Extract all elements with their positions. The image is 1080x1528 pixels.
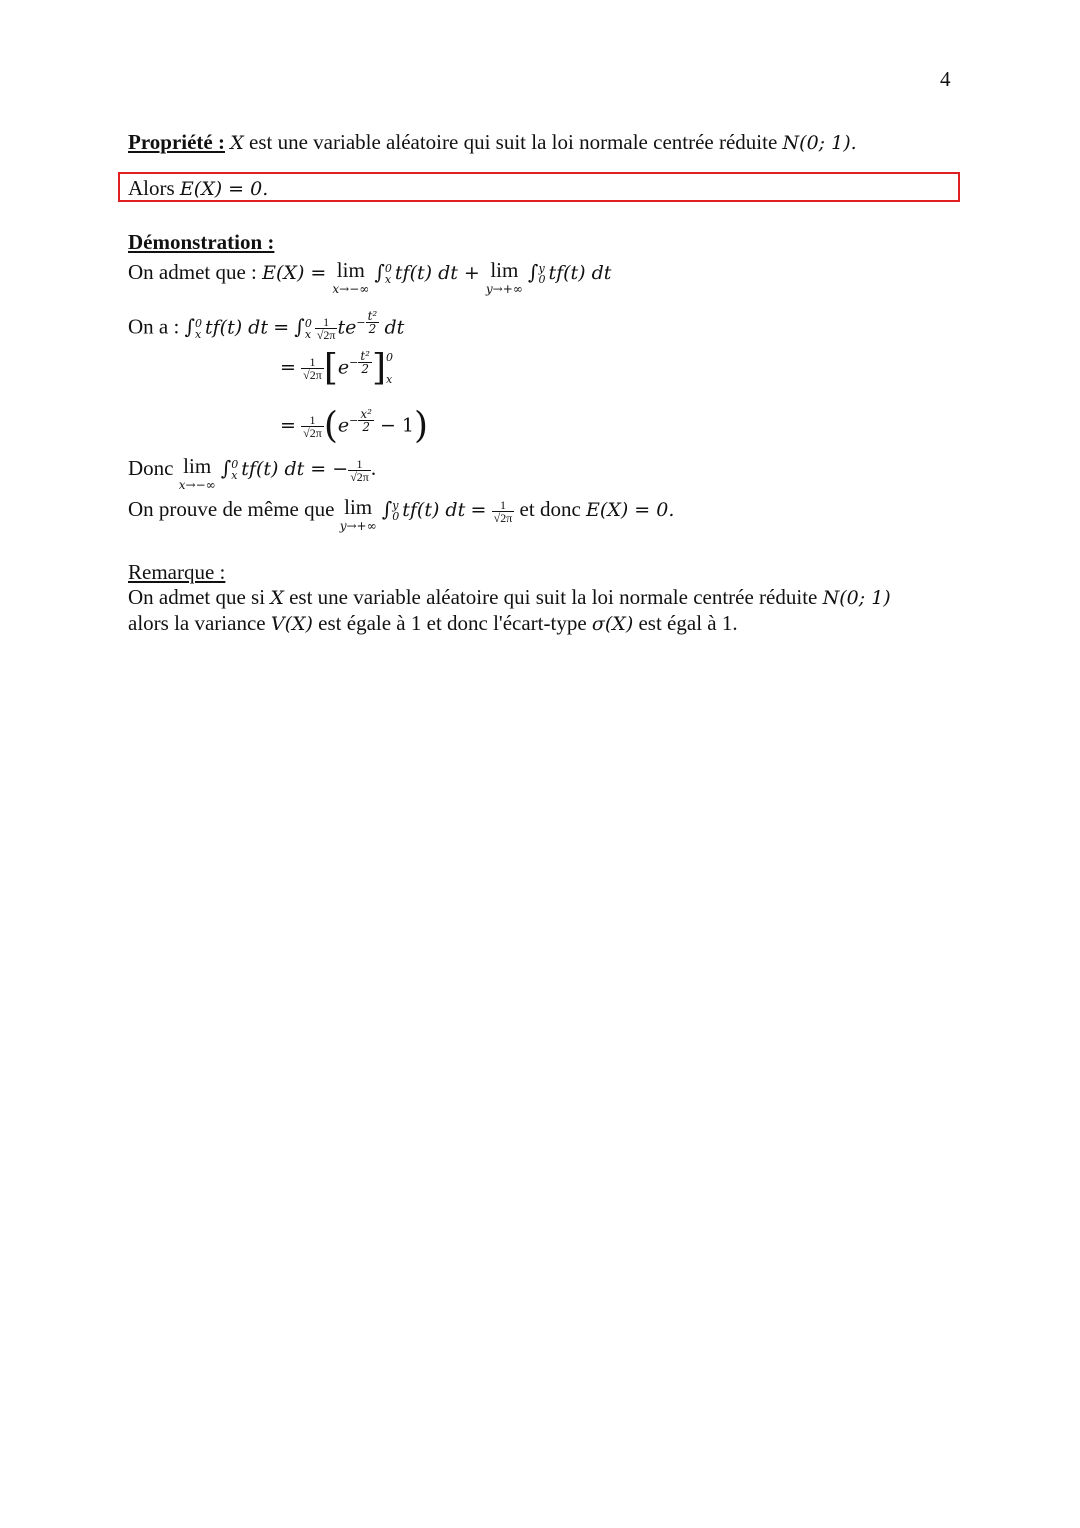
upper-bound: y [392, 499, 399, 513]
e: e [337, 414, 350, 437]
remark-title-text: Remarque : [128, 560, 226, 584]
demo-title [128, 230, 274, 255]
fraction-den: √2π [316, 328, 336, 343]
lim-left [179, 456, 216, 491]
remark-line-1 [128, 585, 891, 610]
lim-sub-left: x→−∞ [178, 478, 216, 492]
remark-sigma: σ(X) [591, 613, 634, 635]
integrand: tf(t) dt [548, 262, 612, 284]
remark-text: On admet que si [128, 585, 271, 609]
paren-open: ( [323, 405, 338, 447]
upper-bound: 0 [195, 316, 202, 330]
fraction-num: 1 [492, 499, 515, 512]
dt: dt [384, 316, 405, 339]
demo-line-4 [280, 405, 429, 447]
equals-sign: = [280, 356, 296, 379]
fraction-den: √2π [303, 426, 322, 441]
e: e [337, 356, 350, 379]
remark-var: X [270, 587, 284, 609]
lim-sub-left: x→−∞ [332, 282, 370, 296]
integrand: tf(t) dt [394, 262, 458, 284]
remark-line-2 [128, 611, 738, 636]
integrand: tf(t) dt [402, 499, 466, 521]
lower-bound: x [231, 469, 238, 483]
demo-line-5: Donc lim x→−∞ ∫ 0 x tf(t) dt = − $\frac{1}{√2\pi}$ . [128, 454, 377, 492]
fraction-den: 2 [361, 362, 369, 376]
fraction-den: √2π [350, 469, 369, 484]
upper-bound: 0 [384, 262, 392, 276]
lower-bound: 0 [538, 273, 546, 287]
fraction [358, 408, 374, 433]
lower-bound: x [386, 373, 393, 387]
line6-prefix: On prouve de même que [128, 497, 340, 521]
integral-bounds [538, 263, 545, 285]
bracket-open: [ [323, 347, 338, 389]
plus-sign: + [457, 262, 486, 284]
fraction-num: 1 [315, 316, 338, 329]
fraction [358, 350, 372, 375]
integral-sign: ∫ [220, 456, 232, 480]
remark-law: N(0; 1) [822, 587, 891, 609]
upper-bound: 0 [304, 316, 312, 330]
demo-line-3 [280, 347, 396, 389]
property-text: est une variable aléatoire qui suit la loi normale centrée réduite [243, 130, 783, 154]
exponent: − t² 2 [356, 309, 378, 336]
fraction-num: x² [360, 407, 372, 421]
demo-line-1 [128, 260, 611, 295]
fraction-den: √2π [493, 510, 513, 525]
upper-bound: y [538, 262, 545, 276]
integral-bounds [392, 500, 399, 522]
upper-bound: 0 [231, 458, 239, 472]
paren-close: ) [414, 405, 429, 447]
fraction [492, 499, 515, 524]
lim-word: lim [336, 258, 365, 282]
lower-bound: x [304, 327, 312, 341]
upper-bound: 0 [386, 351, 394, 365]
minus-one: − 1 [373, 414, 415, 437]
line2-prefix: On a : [128, 314, 185, 339]
property-law: N(0; 1). [782, 132, 857, 154]
fraction [366, 310, 380, 335]
demo-line-6 [128, 497, 674, 532]
demo-title-text: Démonstration : [128, 230, 275, 254]
integral-sign: ∫ [374, 260, 385, 284]
line1-expectation: E(X) = [262, 262, 333, 284]
fraction [348, 458, 371, 483]
fraction-num: t² [367, 309, 378, 323]
lim-word: lim [344, 495, 373, 519]
lim-sub-right: y→+∞ [485, 282, 523, 296]
fraction-num: t² [360, 349, 370, 363]
fraction [301, 414, 324, 439]
lim-left [332, 260, 369, 295]
remark-text: est égal à 1. [633, 611, 738, 635]
boxed-statement [128, 176, 268, 201]
fraction [315, 316, 338, 341]
demo-line-2 [128, 310, 404, 341]
lim-word: lim [183, 454, 212, 478]
bracket-bounds [386, 352, 393, 385]
integral-bounds [231, 459, 238, 481]
integral-bounds [195, 318, 202, 340]
fraction-den: 2 [368, 322, 377, 336]
remark-text: est une variable aléatoire qui suit la loi normale centrée réduite [283, 585, 823, 609]
fraction [301, 356, 324, 381]
integral-sign: ∫ [294, 314, 305, 339]
integral-bounds [305, 318, 312, 340]
remark-variance: V(X) [270, 613, 313, 635]
remark-text: alors la variance [128, 611, 271, 635]
integral-sign: ∫ [184, 314, 195, 339]
fraction-den: √2π [303, 368, 322, 383]
page-number: 4 [940, 67, 951, 91]
boxed-math: E(X) = 0. [179, 178, 269, 200]
lim-word: lim [490, 258, 519, 282]
exponent: − t² 2 [349, 349, 370, 376]
fraction-num: 1 [348, 458, 371, 471]
exponent: − x² 2 [349, 407, 372, 434]
lower-bound: 0 [392, 510, 400, 524]
fraction-num: 1 [301, 414, 324, 427]
integrand: tf(t) dt [205, 316, 268, 339]
equals-sign: = [280, 414, 296, 437]
property-title: Propriété : [128, 130, 225, 154]
lim-sub-right: y→+∞ [339, 519, 377, 533]
equals-sign: = [273, 316, 290, 339]
equals-sign: = [470, 499, 487, 521]
fraction-num: 1 [301, 356, 324, 369]
integral-sign: ∫ [381, 497, 393, 521]
remark-text: est égale à 1 et donc l'écart-type [312, 611, 592, 635]
line6-result: E(X) = 0. [586, 499, 675, 521]
lower-bound: x [195, 327, 202, 341]
integral-bounds [385, 263, 392, 285]
line5-prefix: Donc [128, 456, 179, 480]
boxed-text: Alors [128, 176, 180, 200]
property-line [128, 130, 857, 155]
property-var: X [230, 132, 244, 154]
line6-suffix: et donc [514, 497, 587, 521]
lim-right [340, 497, 377, 532]
lower-bound: x [384, 273, 392, 287]
lim-right [486, 260, 523, 295]
te: te [337, 316, 357, 339]
integrand: tf(t) dt [241, 458, 305, 480]
line1-prefix: On admet que : [128, 260, 263, 284]
bracket-close: ] [371, 347, 387, 389]
equals-minus: = − [304, 458, 349, 480]
remark-title [128, 560, 225, 585]
fraction-den: 2 [362, 420, 370, 434]
integral-sign: ∫ [528, 260, 539, 284]
